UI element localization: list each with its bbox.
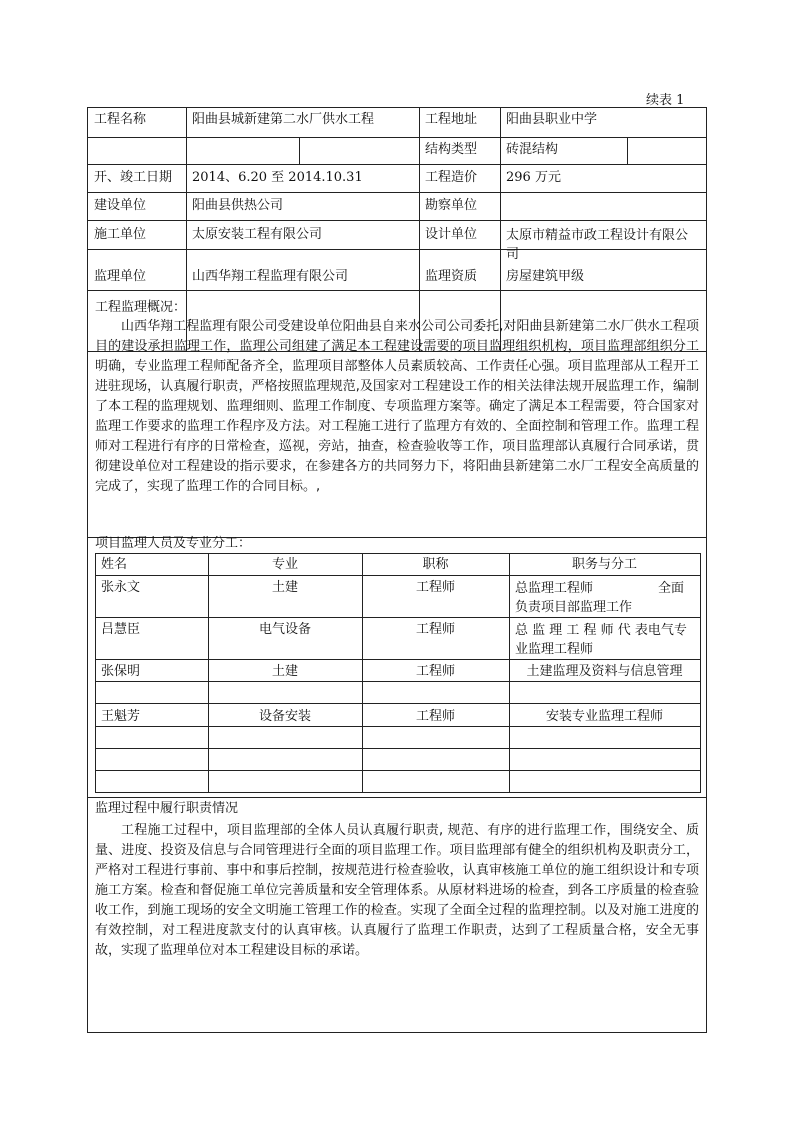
- staff-header-title: 职称: [422, 557, 449, 572]
- staff-name: 张保明: [101, 664, 141, 679]
- staff-name: [95, 772, 208, 776]
- contractor-value: 太原安装工程有限公司: [192, 227, 323, 242]
- staff-title: 工程师: [415, 580, 455, 595]
- inspection-form: [87, 107, 707, 1033]
- staff-header-major: 专业: [271, 557, 298, 572]
- staff-major: 电气设备: [258, 622, 311, 637]
- qualification-label: 监理资质: [425, 269, 478, 284]
- staff-duty: 总监理工程师 全面负责项目部监理工作: [515, 581, 685, 615]
- structure-type-label: 结构类型: [425, 142, 478, 157]
- project-name-label: 工程名称: [94, 112, 147, 127]
- owner-label: 建设单位: [94, 198, 147, 213]
- row-divider: [88, 220, 706, 221]
- staff-name: [95, 750, 208, 754]
- staff-major: 土建: [271, 580, 298, 595]
- overview-text: 山西华翔工程监理有限公司受建设单位阳曲县自来水公司公司委托,对阳曲县新建第二水厂供水工程项目的建设承担监理工作，监理公司组建了满足本工程建设需要的项目监理组织机构，项目监理部组织分工明确，专业监理工程师配备齐全，监理项目部整体人员素质较高、工作责任心强。项目监理部从工程开工进驻现场，认真履行职责，严格按照监理规范,及国家对工程建设工作的相关法律法规开展监理工作，编制了本工程的监理规划、监理细则、监理工作制度、专项监理方案等。确定了满足本工程需要，符合国家对监理工作要求的监理工作程序及方法。对工程施工进行了监理方有效的、全面控制和管理工作。监理工程师对工程进行有序的日常检查，巡视，旁站，抽查，检查验收等工作，项目监理部认真履行合同承诺，贯彻建设单位对工程建设的指示要求，在参建各方的共同努力下，将阳曲县新建第二水厂工程安全高质量的完成了，实现了监理工作的合同目标。,: [95, 319, 699, 494]
- staff-major: [208, 683, 362, 687]
- staff-header-name: 姓名: [101, 557, 128, 572]
- staff-major: 土建: [271, 664, 298, 679]
- staff-row-divider: [95, 703, 701, 704]
- continued-label: 续表 1: [646, 93, 685, 108]
- staff-duty: 总 监 理 工 程 师 代 表电气专业监理工程师: [515, 623, 687, 657]
- cost-label: 工程造价: [425, 170, 478, 185]
- staff-title: 工程师: [415, 622, 455, 637]
- col-divider: [627, 137, 628, 164]
- staff-row-divider: [95, 770, 701, 771]
- staff-name: 张永文: [101, 580, 141, 595]
- staff-title: [362, 683, 509, 687]
- designer-value: 太原市精益市政工程设计有限公司: [506, 228, 689, 262]
- staff-table: [95, 553, 701, 792]
- project-address-value: 阳曲县职业中学: [506, 112, 598, 127]
- performance-title: 监理过程中履行职责情况: [95, 801, 239, 816]
- section-divider: [88, 797, 706, 798]
- contractor-label: 施工单位: [94, 227, 147, 242]
- survey-value: [500, 195, 706, 199]
- supervisor-value: 山西华翔工程监理有限公司: [192, 269, 349, 284]
- row-divider: [88, 137, 706, 138]
- staff-name: 王魁芳: [101, 709, 141, 724]
- designer-label: 设计单位: [425, 227, 478, 242]
- staff-duty: 安装专业监理工程师: [545, 709, 663, 724]
- staff-table-border: [700, 553, 701, 792]
- project-address-label: 工程地址: [425, 112, 478, 127]
- staff-row-divider: [95, 748, 701, 749]
- structure-type-value: 砖混结构: [506, 142, 559, 157]
- staff-duty: [509, 683, 700, 687]
- dates-label: 开、竣工日期: [94, 170, 173, 185]
- staff-name: [95, 683, 208, 687]
- staff-table-border: [95, 792, 701, 793]
- performance-text: 工程施工过程中，项目监理部的全体人员认真履行职责, 规范、有序的进行监理工作，围绕安全、质量、进度、投资及信息与合同管理进行全面的项目监理工作。项目监理部有健全的组织机构及职责分工，严格对工程进行事前、事中和事后控制，按规范进行检查验收，认真审核施工单位的施工组织设计和专项施工方案。检查和督促施工单位完善质量和安全管理体系。从原材料进场的检查，到各工序质量的检查验收工作，到施工现场的安全文明施工管理工作的检查。实现了全面全过程的监理控制。以及对施工进度的有效控制，对工程进度款支付的认真审核。认真履行了监理工作职责，达到了工程质量合格，安全无事故，实现了监理单位对本工程建设目标的承诺。: [95, 823, 699, 958]
- project-name-value: 阳曲县城新建第二水厂供水工程: [192, 112, 375, 127]
- cost-value: 296 万元: [506, 170, 561, 185]
- staff-title: 项目监理人员及专业分工：: [95, 536, 252, 551]
- staff-major: 设备安装: [258, 709, 311, 724]
- staff-duty: 土建监理及资料与信息管理: [526, 664, 683, 679]
- row-divider: [88, 290, 706, 291]
- survey-label: 勘察单位: [425, 198, 478, 213]
- row-divider: [88, 164, 706, 165]
- dates-value: 2014、6.20 至 2014.10.31: [192, 170, 363, 185]
- col-divider: [299, 137, 300, 164]
- staff-name: 吕慧臣: [101, 622, 141, 637]
- staff-title: 工程师: [415, 664, 455, 679]
- staff-name: [95, 728, 208, 732]
- staff-header-duty: 职务与分工: [571, 557, 637, 572]
- row-divider: [88, 192, 706, 193]
- supervisor-label: 监理单位: [94, 269, 147, 284]
- staff-title: 工程师: [415, 709, 455, 724]
- qualification-value: 房屋建筑甲级: [506, 269, 585, 284]
- overview-title: 工程监理概况：: [95, 300, 187, 315]
- owner-value: 阳曲县供热公司: [192, 198, 284, 213]
